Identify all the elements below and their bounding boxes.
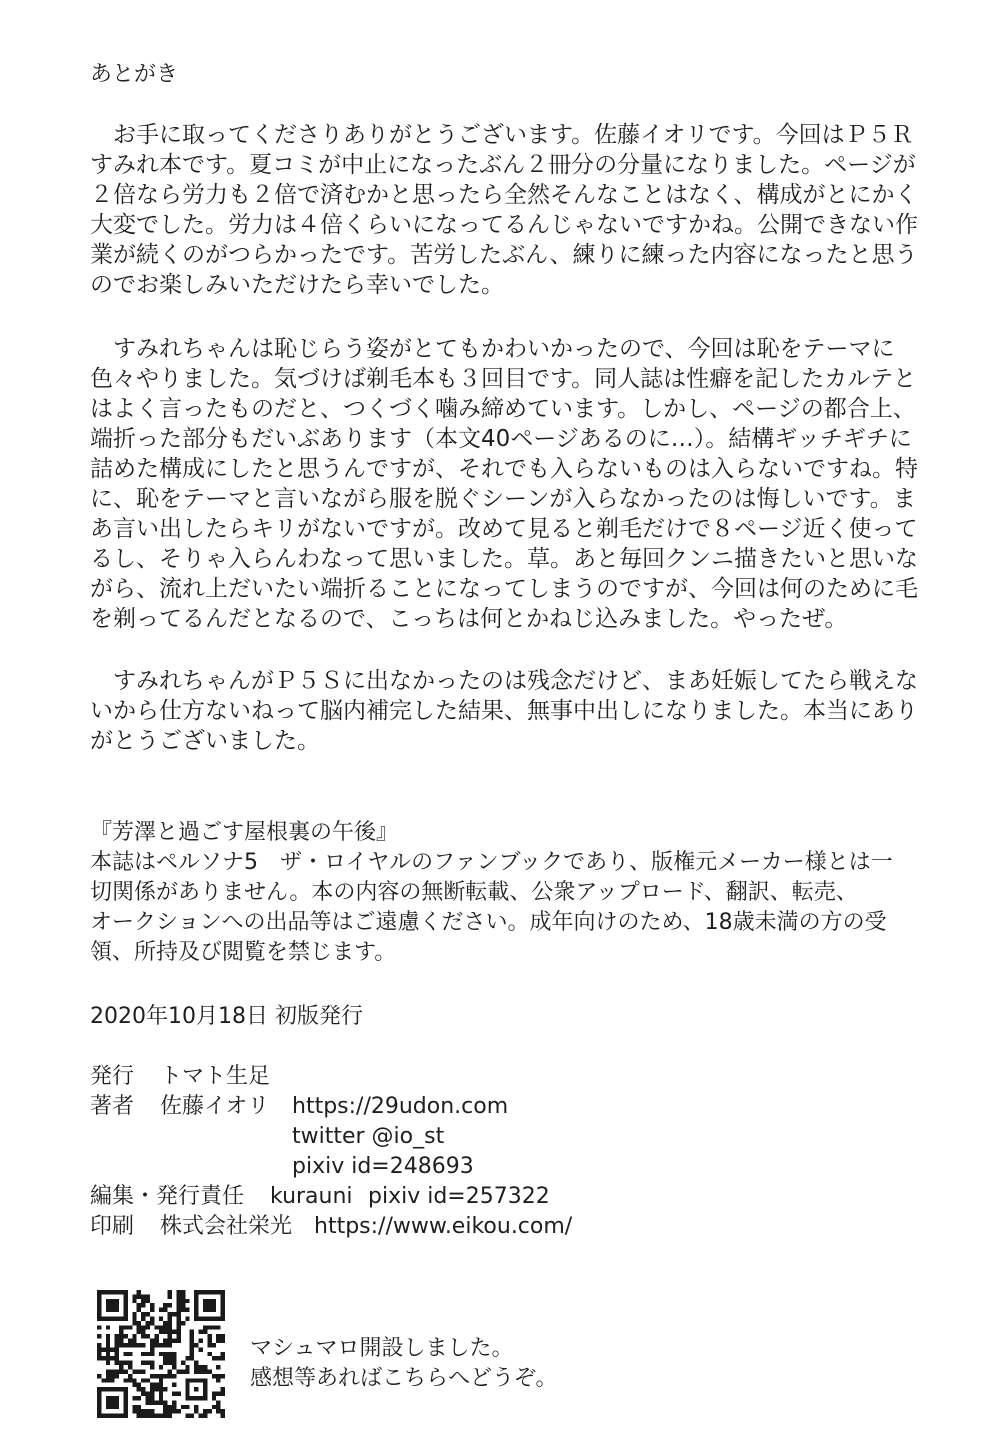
- afterword-paragraph-2: [90, 334, 918, 634]
- printer-url: https://www.eikou.com/: [314, 1214, 573, 1239]
- book-title: 『芳澤と過ごす屋根裏の午後』: [90, 820, 399, 845]
- credit-label: 著者: [90, 1094, 135, 1119]
- colophon: [90, 818, 910, 968]
- credit-label: 印刷: [90, 1214, 135, 1239]
- publication-date: 2020年10月18日 初版発行: [90, 1004, 363, 1029]
- disclaimer-line: 領、所持及び閲覧を禁じます。: [90, 940, 397, 965]
- text-line: すみれちゃんは恥じらう姿がとてもかわいかったので、今回は恥をテーマに: [90, 336, 895, 362]
- text-line: 業が続くのがつらかったです。苦労したぶん、練りに練った内容になったと思う: [90, 242, 918, 268]
- text-line: 端折った部分もだいぶあります（本文40ページあるのに…）。結構ギッチギチに: [90, 426, 912, 452]
- text-line: すみれちゃんがＰ５Ｓに出なかったのは残念だけど、まあ妊娠してたら戦えな: [90, 668, 918, 694]
- editor-name: kurauni: [270, 1184, 353, 1209]
- afterword-paragraph-1: [90, 120, 918, 300]
- text-line: るし、そりゃ入らんわなって思いました。草。あと毎回クンニ描きたいと思いな: [90, 546, 918, 572]
- editor-pixiv: pixiv id=257322: [368, 1184, 550, 1209]
- author-twitter: twitter @io_st: [292, 1124, 445, 1149]
- text-line: 大変でした。労力は４倍くらいになってるんじゃないですかね。公開できない作: [90, 212, 918, 238]
- disclaimer-line: オークションへの出品等はご遠慮ください。成年向けのため、18歳未満の方の受: [90, 910, 887, 935]
- text-line: を剃ってるんだとなるので、こっちは何とかねじ込みました。やったぜ。: [90, 606, 848, 632]
- author-name: 佐藤イオリ: [160, 1094, 270, 1119]
- credit-label: 編集・発行責任: [90, 1184, 245, 1209]
- credit-label: 発行: [90, 1064, 135, 1089]
- author-pixiv: pixiv id=248693: [292, 1154, 474, 1179]
- text-line: に、恥をテーマと言いながら服を脱ぐシーンが入らなかったのは悔しいです。ま: [90, 486, 916, 512]
- text-line: あ言い出したらキリがないですが。改めて見ると剃毛だけで８ページ近く使って: [90, 516, 918, 542]
- text-line: 色々やりました。気づけば剃毛本も３回目です。同人誌は性癖を記したカルテと: [90, 366, 917, 392]
- qr-caption-line: 感想等あればこちらへどうぞ。: [250, 1366, 558, 1391]
- text-line: ２倍なら労力も２倍で済むかと思ったら全然そんなことはなく、構成がとにかく: [90, 182, 918, 208]
- text-line: いから仕方ないねって脳内補完した結果、無事中出しになりました。本当にあり: [90, 698, 918, 724]
- publisher-name: トマト生足: [160, 1064, 271, 1089]
- qr-caption-line: マシュマロ開設しました。: [250, 1336, 514, 1361]
- disclaimer-line: 切関係がありません。本の内容の無断転載、公衆アップロード、翻訳、転売、: [90, 880, 858, 905]
- qr-caption: [250, 1334, 558, 1394]
- text-line: のでお楽しみいただけたら幸いでした。: [90, 272, 504, 298]
- text-line: すみれ本です。夏コミが中止になったぶん２冊分の分量になりました。ページが: [90, 152, 916, 178]
- text-line: がとうございました。: [90, 728, 320, 754]
- text-line: 詰めた構成にしたと思うんですが、それでも入らないものは入らないですね。特: [90, 456, 918, 482]
- afterword-paragraph-3: [90, 666, 918, 756]
- disclaimer-line: 本誌はペルソナ5 ザ・ロイヤルのファンブックであり、版権元メーカー様とは一: [90, 850, 893, 875]
- printer-name: 株式会社栄光: [160, 1214, 293, 1239]
- qr-code-icon: [97, 1290, 225, 1418]
- author-website: https://29udon.com: [292, 1094, 509, 1119]
- afterword-heading: あとがき: [90, 62, 179, 87]
- text-line: がら、流れ上だいたい端折ることになってしまうのですが、今回は何のために毛: [90, 576, 918, 602]
- text-line: はよく言ったものだと、つくづく噛み締めています。しかし、ページの都合上、: [90, 396, 916, 422]
- text-line: お手に取ってくださりありがとうございます。佐藤イオリです。今回はＰ５Ｒ: [90, 122, 914, 148]
